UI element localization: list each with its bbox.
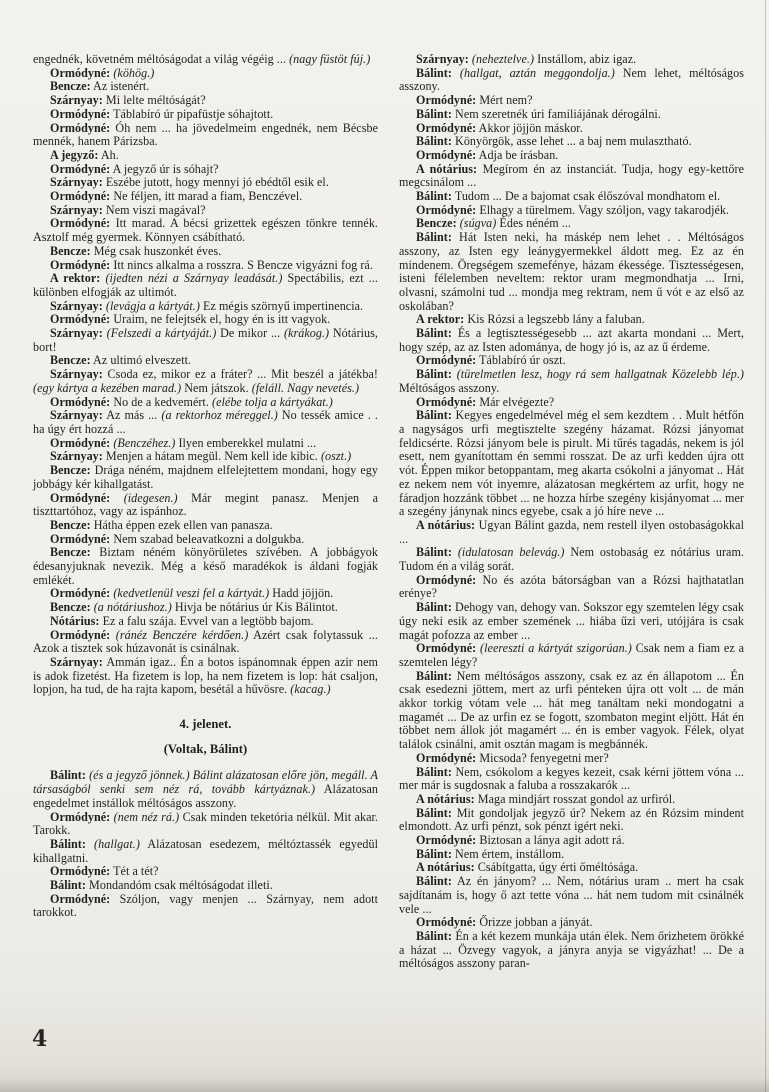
dialogue-text: Csak nem a fiam ez a szemtelen légy? — [399, 641, 744, 669]
speaker-name: Ormódyné: — [50, 65, 111, 80]
speaker-name: Szárnyay: — [50, 175, 103, 190]
scene-heading — [33, 718, 378, 732]
speaker-name: Ormódyné: — [416, 641, 477, 656]
scan-bottom-shadow — [0, 1078, 769, 1092]
dialogue-text: Megírom én az instanciát. Tudja, hogy egy-kettőre megcsinálom ... — [399, 161, 744, 190]
dialogue-line — [33, 368, 378, 395]
dialogue-line — [399, 642, 744, 669]
dialogue-line — [33, 122, 378, 149]
dialogue-text: Biztosan a lánya agit adott rá. — [476, 833, 625, 848]
stage-direction: (súgva) — [456, 216, 497, 231]
speaker-name: Bálint: — [416, 600, 452, 615]
speaker-name: Szárnyay: — [416, 52, 469, 66]
stage-direction: (ránéz Benczére kérdően.) — [110, 627, 249, 642]
dialogue-text: Nótárius, bort! — [33, 326, 378, 354]
speaker-name: Szárnyay: — [50, 298, 103, 313]
dialogue-text: Akkor jöjjön máskor. — [476, 120, 583, 135]
speaker-name: Ormódyné: — [50, 627, 111, 642]
speaker-name: Bálint: — [416, 408, 452, 423]
dialogue-line — [399, 834, 744, 848]
dialogue-line — [33, 80, 378, 94]
stage-direction: (leereszti a kártyát szigorúan.) — [476, 641, 632, 656]
dialogue-line — [399, 122, 744, 136]
scan-edge-line — [765, 0, 766, 1092]
dialogue-text: Drága néném, majdnem elfelejtettem mondani, hogy egy jobbágy kér kihallgatást. — [33, 463, 378, 491]
stage-direction: (egy kártya a kezében marad.) — [33, 380, 182, 395]
speaker-name: Bálint: — [416, 668, 452, 683]
dialogue-line — [33, 546, 378, 587]
dialogue-line — [33, 272, 378, 299]
dialogue-text: De mikor ... — [216, 326, 284, 341]
dialogue-text: Biztam néném könyörületes szívében. A jobbágyok édesanyjuknak nevezik. Még a késő maradékok is áldani fogják emlékét. — [33, 545, 378, 587]
stage-direction: (türelmetlen lesz, hogy rá sem hallgatnak Közelebb lép.) — [451, 367, 744, 382]
dialogue-text: Mondandóm csak méltóságodat illeti. — [85, 878, 273, 893]
dialogue-line — [33, 217, 378, 244]
speaker-name: Ormódyné: — [50, 809, 111, 824]
dialogue-line — [33, 865, 378, 879]
dialogue-text: Még csak huszonkét éves. — [90, 243, 222, 258]
dialogue-text: Tudom ... De a bajomat csak élőszóval mondhatom el. — [451, 189, 721, 204]
speaker-name: Szárnyay: — [50, 326, 103, 341]
dialogue-text: Kegyes engedelmével még el sem kezdtem . . Mult hétfőn a nagyságos urfi megtisztelte szegény házamat. Rózsi jányomat feldicsérte. Rózsi jányom bele is pirult. Mi tűrés tagadás, nekem is jól esett, nem gyanítottam én semmi rosszat. De az urfi kedden újra ott vót. Éppen mikor betoppantam, meg akarta csókolni a jányomat .. Hát ez nekem nem vót inyemre, alázatosan megkértem az urfit, hogy ne fáradjon hozzánk többet ... ne hozza hírbe szegény kisjányomat ... mer a szegény jánynak nincs egyebe, csak a jó híre neve ... — [399, 408, 744, 519]
dialogue-line — [33, 615, 378, 629]
dialogue-line — [33, 629, 378, 656]
text-column-right — [399, 53, 744, 971]
stage-direction: (idegesen.) — [110, 490, 178, 505]
speaker-name: Ormódyné: — [50, 586, 111, 601]
dialogue-line — [399, 519, 744, 546]
dialogue-line — [399, 217, 744, 231]
dialogue-text: Ah. — [98, 147, 119, 162]
stage-direction: (Felszedi a kártyáját.) — [102, 326, 217, 341]
speaker-name: Ormódyné: — [50, 161, 111, 176]
dialogue-line — [399, 190, 744, 204]
dialogue-line — [33, 245, 378, 259]
dialogue-text: És a legtisztességesebb ... azt akarta mondani ... Mert, hogy szép, az az Isten adománya, de hogy jó is, az az ű érdeme. — [399, 326, 744, 354]
speaker-name: Ormódyné: — [416, 394, 477, 409]
speaker-name: Ormódyné: — [50, 216, 111, 231]
dialogue-line — [33, 176, 378, 190]
dialogue-line — [33, 519, 378, 533]
dialogue-text: No de a kedvemért. — [110, 394, 212, 409]
dialogue-text: Könyörgök, asse lehet ... a baj nem mulasztható. — [451, 134, 692, 149]
speaker-name: Ormódyné: — [416, 750, 477, 765]
dialogue-text: No és azóta bátorságban van a Rózsi hajthatatlan erénye? — [399, 572, 744, 601]
dialogue-line — [399, 807, 744, 834]
dialogue-text: Csoda ez, mikor ez a fráter? ... Mit beszél a játékba! — [102, 367, 378, 382]
dialogue-text: Az ultimó elveszett. — [90, 353, 192, 368]
dialogue-line — [399, 354, 744, 368]
speaker-name: 4. jelenet. — [179, 717, 232, 732]
dialogue-line — [399, 752, 744, 766]
dialogue-line — [33, 601, 378, 615]
dialogue-line — [399, 368, 744, 395]
speaker-name: A jegyző: — [50, 147, 99, 162]
dialogue-text: Nem szeretnék úri familiájának dérogálni. — [451, 106, 661, 121]
dialogue-line — [33, 838, 378, 865]
dialogue-text: A jegyző úr is sóhajt? — [110, 161, 219, 176]
speaker-name: Ormódyné: — [416, 147, 477, 162]
speaker-name: Bálint: — [416, 545, 452, 560]
stage-direction: (feláll. Nagy nevetés.) — [251, 380, 360, 395]
dialogue-text: Hátha éppen ezek ellen van panasza. — [90, 517, 273, 532]
stage-direction: (kedvetlenül veszi fel a kártyát.) — [110, 586, 270, 601]
dialogue-line — [399, 231, 744, 313]
speaker-name: Szárnyay: — [50, 367, 103, 382]
dialogue-text: Csak minden teketória nélkül. Mit akar. Tarokk. — [33, 809, 378, 838]
dialogue-text: engednék, követném méltóságodat a világ végéig ... — [33, 52, 290, 66]
speaker-name: (Voltak, Bálint) — [163, 741, 248, 756]
dialogue-text: Ugyan Bálint gazda, nem restell ilyen ostobaságokkal ... — [399, 517, 744, 546]
dialogue-line — [399, 204, 744, 218]
speaker-name: Ormódyné: — [416, 202, 477, 217]
speaker-name: Ormódyné: — [50, 257, 111, 272]
dialogue-line — [33, 811, 378, 838]
speaker-name: Ormódyné: — [416, 353, 477, 368]
speaker-name: A nótárius: — [416, 517, 476, 532]
dialogue-text: Ne féljen, itt marad a fiam, Benczével. — [110, 189, 303, 204]
dialogue-text: Ez mégis szörnyű impertinencia. — [199, 298, 364, 313]
speaker-name: Bencze: — [50, 79, 91, 94]
stage-direction: (a rektorhoz méreggel.) — [161, 408, 278, 423]
dialogue-line — [33, 656, 378, 697]
dialogue-line — [33, 313, 378, 327]
speaker-name: Bálint: — [416, 230, 452, 245]
dialogue-text: Nem ostobaság ez nótárius uram. Tudom én a világ sorát. — [399, 545, 744, 574]
dialogue-text: Méltóságos asszony. — [399, 380, 500, 395]
speaker-name: Bálint: — [416, 846, 452, 861]
speaker-name: Bálint: — [416, 326, 452, 341]
dialogue-text: Menjen a hátam megül. Nem kell ide kibic. — [102, 449, 321, 464]
dialogue-line — [399, 848, 744, 862]
stage-direction: (krákog.) — [283, 326, 330, 341]
speaker-name: Bálint: — [416, 367, 452, 382]
dialogue-line — [33, 450, 378, 464]
stage-direction: (levágja a kártyát.) — [102, 298, 200, 313]
dialogue-text: Mért nem? — [476, 93, 533, 108]
dialogue-line — [33, 300, 378, 314]
dialogue-text: Táblabíró úr pipafüstje sóhajtott. — [110, 106, 274, 121]
dialogue-text: Hivja be nótárius úr Kis Bálintot. — [171, 600, 338, 615]
speaker-name: Bencze: — [416, 216, 457, 231]
dialogue-line — [33, 204, 378, 218]
speaker-name: Ormódyné: — [416, 833, 477, 848]
speaker-name: Ormódyné: — [416, 915, 477, 930]
dialogue-line — [33, 769, 378, 810]
dialogue-text: Uraim, ne felejtsék el, hogy én is itt vagyok. — [110, 312, 331, 327]
dialogue-line — [399, 546, 744, 573]
dialogue-text: Ammán igaz.. Én a botos ispánomnak éppen azir nem is adok fizetést. Ha fizetem is lop, ha nem fizetem is lop: hát csaljon, lopjon, ha tud, de ha rajta kapom, besétál a hűvösre. — [33, 654, 378, 697]
dialogue-text: Azért csak folytassuk ... Azok a tisztek sok húzavonát is csinálnak. — [33, 627, 378, 656]
dialogue-text: Már elvégezte? — [476, 394, 555, 409]
stage-direction: (oszt.) — [320, 449, 352, 464]
dialogue-line — [399, 327, 744, 354]
speaker-name: Szárnyay: — [50, 449, 103, 464]
speaker-name: A nótárius: — [416, 860, 475, 875]
dialogue-text: Nem értem, instállom. — [451, 846, 565, 861]
speaker-name: Bálint: — [50, 768, 86, 783]
speaker-name: Bencze: — [50, 517, 91, 532]
stage-direction: (a nótáriushoz.) — [90, 600, 172, 615]
speaker-name: Ormódyné: — [416, 93, 477, 108]
dialogue-text: Hadd jöjjön. — [269, 586, 334, 601]
dialogue-line — [399, 916, 744, 930]
speaker-name: Szárnyay: — [50, 93, 103, 108]
speaker-name: Ormódyné: — [50, 312, 111, 327]
speaker-name: Ormódyné: — [50, 394, 111, 409]
dialogue-text: Ez a falu szája. Evvel van a legtöbb bajom. — [99, 613, 314, 628]
dialogue-line — [399, 601, 744, 642]
dialogue-text: Óh nem ... ha jövedelmeim engednék, nem Bécsbe mennék, hanem Párizsba. — [33, 120, 378, 149]
dialogue-line — [33, 893, 378, 920]
speaker-name: A nótárius: — [416, 791, 475, 806]
dialogue-text: Táblabíró úr oszt. — [476, 353, 566, 368]
dialogue-line — [399, 163, 744, 190]
dialogue-line — [399, 135, 744, 149]
dialogue-text: Instállom, abiz igaz. — [534, 52, 637, 66]
speaker-name: Ormódyné: — [50, 189, 111, 204]
speaker-name: Bencze: — [50, 353, 91, 368]
dialogue-text: Nem lehet, méltóságos asszony. — [399, 65, 745, 94]
dialogue-text: Elhagy a türelmem. Vagy szóljon, vagy takarodjék. — [476, 202, 730, 217]
dialogue-line — [399, 409, 744, 519]
page-content — [33, 53, 744, 971]
speaker-name: Bálint: — [416, 106, 452, 121]
speaker-name: Bálint: — [50, 836, 86, 851]
stage-direction: (hallgat.) — [85, 836, 140, 851]
speaker-name: Nótárius: — [50, 613, 100, 628]
stage-direction: (idulatosan belevág.) — [451, 545, 565, 560]
dialogue-line — [33, 108, 378, 122]
dialogue-line — [399, 108, 744, 122]
dialogue-text: Nem játszok. — [181, 380, 252, 395]
speaker-name: Bálint: — [416, 134, 452, 149]
speaker-name: Bencze: — [50, 545, 91, 560]
dialogue-line — [33, 437, 378, 451]
text-column-left — [33, 53, 378, 971]
stage-direction: (nem néz rá.) — [110, 809, 180, 824]
dialogue-line — [33, 53, 378, 67]
dialogue-text: Adja be írásban. — [476, 147, 559, 162]
dialogue-text: Maga mindjárt rosszat gondol az urfiról. — [474, 791, 676, 806]
stage-direction: (és a jegyző jönnek.) Bálint alázatosan előre jön, megáll. A társaságból senki sem néz rá, tovább kártyáznak.) — [33, 768, 378, 797]
speaker-name: Ormódyné: — [50, 891, 111, 906]
speaker-name: Ormódyné: — [50, 490, 111, 505]
speaker-name: Bálint: — [416, 764, 452, 779]
speaker-name: Ormódyné: — [416, 120, 477, 135]
speaker-name: Szárnyay: — [50, 408, 103, 423]
dialogue-text: Kis Rózsi a legszebb lány a faluban. — [464, 312, 645, 327]
dialogue-line — [399, 766, 744, 793]
dialogue-line — [33, 94, 378, 108]
speaker-name: A rektor: — [50, 271, 101, 286]
speaker-name: Szárnyay: — [50, 654, 103, 669]
speaker-name: Bencze: — [50, 463, 91, 478]
dialogue-line — [399, 396, 744, 410]
dialogue-text: Eszébe jutott, hogy mennyi jó ebédtől esik el. — [102, 175, 329, 190]
dialogue-line — [399, 574, 744, 601]
dialogue-text: Spectábilis, ezt ... különben elfogják az ultimót. — [33, 271, 378, 299]
stage-direction: (ijedten nézi a Szárnyay leadását.) — [100, 271, 283, 286]
dialogue-text: Ilyen emberekkel mulatni ... — [175, 435, 317, 450]
speaker-name: A rektor: — [416, 312, 465, 327]
dialogue-line — [399, 793, 744, 807]
speaker-name: Ormódyné: — [50, 106, 111, 121]
dialogue-text: Őrizze jobban a jányát. — [476, 915, 593, 930]
page-number: 4 — [32, 1026, 48, 1052]
speaker-name: Bencze: — [50, 243, 91, 258]
dialogue-line — [33, 464, 378, 491]
dialogue-line — [33, 327, 378, 354]
speaker-name: Bálint: — [416, 189, 452, 204]
stage-direction: (elébe tolja a kártyákat.) — [212, 394, 333, 409]
speaker-name: Ormódyné: — [50, 531, 111, 546]
dialogue-line — [399, 861, 744, 875]
dialogue-text: Dehogy van, dehogy van. Sokszor egy szemtelen légy csak úgy neki esik az ember szemének ... hiába űzi veri, utójjára is csak magát pofozza az ember ... — [399, 600, 744, 642]
dialogue-text: Én a két kezem munkája után élek. Nem őrizhetem örökké a házat ... Özvegy vagyok, a jányra anyja se vigyázhat! ... De a méltóságos asszony paran- — [399, 929, 744, 971]
speaker-name: Bálint: — [416, 65, 452, 80]
dialogue-line — [33, 396, 378, 410]
dialogue-line — [33, 409, 378, 436]
dialogue-text: Alázatosan esedezem, méltóztassék egyedül kihallgatni. — [33, 836, 378, 865]
dialogue-text: Már megint panasz. Menjen a tiszttartóhoz, vagy az ispánhoz. — [33, 490, 378, 519]
dialogue-text: Itt nincs alkalma a rosszra. S Bencze vigyázni fog rá. — [110, 257, 373, 272]
stage-direction: (köhög.) — [110, 65, 155, 80]
dialogue-text: Az én jányom? ... Nem, nótárius uram .. mert ha csak sajdítanám is, hogy ő azt tette vóna ... hát nem tudom mit csinálnék vele ... — [399, 874, 744, 916]
dialogue-text: Alázatosan engedelmet instállok méltóságos asszony. — [33, 782, 379, 810]
dialogue-line — [33, 67, 378, 81]
speaker-name: Bencze: — [50, 600, 91, 615]
speaker-name: Ormódyné: — [50, 435, 111, 450]
speaker-name: Ormódyné: — [50, 864, 111, 879]
dialogue-line — [33, 879, 378, 893]
dialogue-text: No tessék amice . . ha úgy ért hozzá ... — [33, 408, 379, 436]
speaker-name: Bálint: — [416, 929, 452, 943]
dialogue-text: Hát Isten neki, ha máskép nem lehet . . Méltóságos asszony, az Isten egy leánygyermekkel áldott meg. Ez az én mindenem. Öregségem szemefénye, házam ékessége. Tisztességesen, isteni félelemben neveltem: rektor uram megmondhatja ... Irni, olvasni, számolni tud ... mondja meg rektram, nem ű vót e az első az oskolában? — [399, 230, 744, 313]
dialogue-text: Mit gondoljak jegyző úr? Nekem az én Rózsim mindent elmondott. Az urfi pénzt, sok pénzt igért neki. — [399, 805, 744, 834]
dialogue-text: Tét a tét? — [110, 864, 159, 879]
speaker-name: Bálint: — [416, 805, 452, 820]
speaker-name: Ormódyné: — [50, 120, 111, 135]
dialogue-text: Nem méltóságos asszony, csak ez az én állapotom ... Én csak esedezni jöttem, mert az urfi pénteken újra ott volt ... de mán akkor torkig vótam vele ... hát meg tanáltam neki mondogatni a magamét ... De az urfin ez se fogott, szombaton megint eljött. Hát én többet nem állok jót magamért ... én is ember vagyok. Félek, olyat találok csinálni, amit osztán magam is megbánnék. — [399, 668, 744, 752]
dialogue-text: Csábítgatta, úgy érti őméltósága. — [474, 860, 639, 875]
dialogue-line — [33, 259, 378, 273]
speaker-name: Ormódyné: — [416, 572, 477, 587]
dialogue-text: Nem szabad beleavatkozni a dolgukba. — [110, 531, 305, 546]
stage-direction: (hallgat, aztán meggondolja.) — [451, 65, 615, 80]
dialogue-line — [33, 492, 378, 519]
speaker-name: Bálint: — [416, 874, 452, 889]
dialogue-text: Nem viszi magával? — [102, 202, 206, 217]
dialogue-text: Édes néném ... — [496, 216, 571, 231]
dialogue-line — [399, 149, 744, 163]
dialogue-line — [33, 190, 378, 204]
dialogue-line — [33, 587, 378, 601]
dialogue-line — [33, 354, 378, 368]
dialogue-line — [399, 53, 744, 67]
stage-direction: (kacag.) — [290, 682, 331, 697]
dialogue-text: Az más ... — [102, 408, 162, 423]
dialogue-text: Az istenért. — [90, 79, 150, 94]
dialogue-line — [399, 94, 744, 108]
dialogue-line — [399, 930, 744, 971]
dialogue-text: Itt marad. A bécsi grizettek egészen tönkre tennék. Asztolf még gyermek. Könnyen csábítható. — [33, 216, 378, 245]
dialogue-line — [33, 533, 378, 547]
dialogue-line — [399, 313, 744, 327]
speaker-name: A nótárius: — [416, 161, 478, 176]
dialogue-line — [399, 670, 744, 752]
dialogue-text: Mi lelte méltóságát? — [102, 93, 206, 108]
dialogue-line — [399, 875, 744, 916]
dialogue-line — [399, 67, 744, 94]
scene-cast-list — [33, 743, 378, 757]
stage-direction: (Benczéhez.) — [110, 435, 176, 450]
dialogue-text: Szóljon, vagy menjen ... Szárnyay, nem adott tarokkot. — [33, 891, 378, 920]
stage-direction: (nagy füstöt fúj.) — [289, 52, 371, 66]
dialogue-text: Micsoda? fenyegetni mer? — [476, 750, 609, 765]
dialogue-line — [33, 149, 378, 163]
speaker-name: Bálint: — [50, 878, 86, 893]
dialogue-line — [33, 163, 378, 177]
dialogue-text: Nem, csókolom a kegyes kezeit, csak kérni jöttem vóna ... mer már is sugdosnak a faluba a rosszakarók ... — [399, 764, 744, 793]
speaker-name: Szárnyay: — [50, 202, 103, 217]
stage-direction: (neheztelve.) — [468, 52, 535, 66]
